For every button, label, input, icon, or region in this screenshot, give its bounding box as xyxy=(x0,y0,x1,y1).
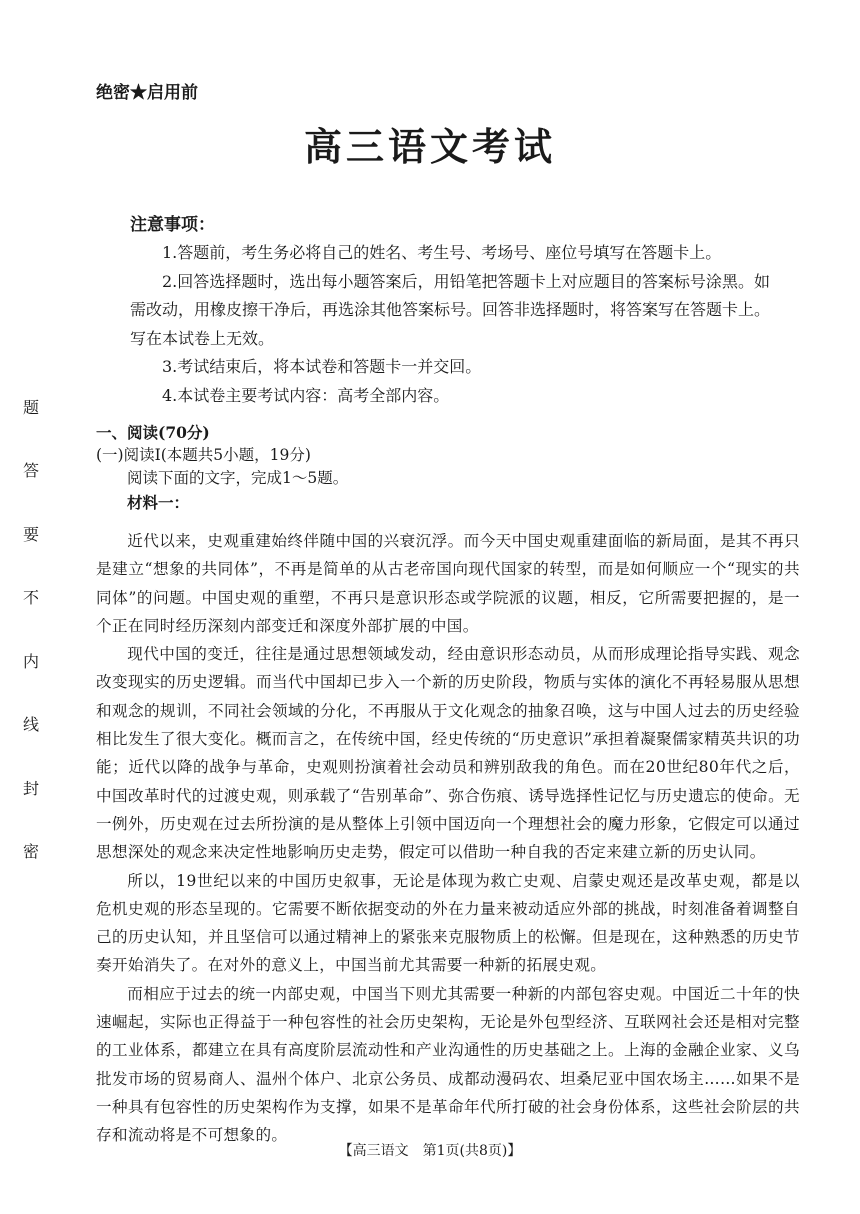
notice-block xyxy=(130,211,770,410)
page-title: 高三语文考试 xyxy=(303,124,556,169)
section-heading: 一、阅读(70分) xyxy=(96,423,210,442)
paragraph: 现代中国的变迁，往往是通过思想领域发动，经由意识形态动员，从而形成理论指导实践、观念改变现实的历史逻辑。而当代中国却已步入一个新的历史阶段，物质与实体的演化不再轻易服从思想和观念的规训，不同社会领域的分化，不再服从于文化观念的抽象召唤，这与中国人过去的历史经验相比发生了很大变化。概而言之，在传统中国，经史传统的“历史意识”承担着凝聚儒家精英共识的功能；近代以降的战争与革命，史观则扮演着社会动员和辨别敌我的角色。而在20世纪80年代之后，中国改革时代的过渡史观，则承载了“告别革命”、弥合伤痕、诱导选择性记忆与历史遗忘的使命。无一例外，历史观在过去所扮演的是从整体上引领中国迈向一个理想社会的魔力形象，它假定可以通过思想深处的观念来决定性地影响历史走势，假定可以借助一种自我的否定来建立新的历史认同。 xyxy=(96,645,800,862)
side-char: 题 xyxy=(22,398,39,417)
notice-item: 1.答题前，考生务必将自己的姓名、考生号、考场号、座位号填写在答题卡上。 xyxy=(162,243,722,262)
side-char: 内 xyxy=(22,651,39,671)
material-label: 材料一： xyxy=(127,492,190,512)
notice-item: 3.考试结束后，将本试卷和答题卡一并交回。 xyxy=(162,357,482,376)
paragraph: 近代以来，史观重建始终伴随中国的兴衰沉浮。而今天中国史观重建面临的新局面，是其不再只是建立“想象的共同体”，不再是简单的从古老帝国向现代国家的转型，而是如何顺应一个“现实的共同体”的问题。中国史观的重塑，不再只是意识形态或学院派的议题，相反，它所需要把握的，是一个正在同时经历深刻内部变迁和深度外部扩展的中国。 xyxy=(96,532,800,635)
paragraph: 而相应于过去的统一内部史观，中国当下则尤其需要一种新的内部包容史观。中国近二十年的快速崛起，实际也正得益于一种包容性的社会历史架构，无论是外包型经济、互联网社会还是相对完整的工业体系，都建立在具有高度阶层流动性和产业沟通性的历史基础之上。上海的金融企业家、义乌批发市场的贸易商人、温州个体户、北京公务员、成都动漫码农、坦桑尼亚中国农场主……如果不是一种具有包容性的历史架构作为支撑，如果不是革命年代所打破的社会身份体系，这些社会阶层的共存和流动将是不可想象的。 xyxy=(96,984,800,1145)
notice-item: 4.本试卷主要考试内容：高考全部内容。 xyxy=(162,385,450,405)
reading-material xyxy=(96,527,800,1150)
paragraph: 所以，19世纪以来的中国历史叙事，无论是体现为救亡史观、启蒙史观还是改革史观，都是以危机史观的形态呈现的。它需要不断依据变动的外在力量来被动适应外部的挑战，时刻准备着调整自己的历史认知，并且坚信可以通过精神上的紧张来克服物质上的松懈。但是现在，这种熟悉的历史节奏开始消失了。在对外的意义上，中国当前尤其需要一种新的拓展史观。 xyxy=(96,871,800,975)
side-char: 要 xyxy=(22,524,39,544)
secret-label: 绝密★启用前 xyxy=(96,83,198,103)
section-header xyxy=(96,421,796,514)
subsection-heading: (一)阅读Ⅰ(本题共5小题，19分) xyxy=(96,446,311,465)
side-char: 密 xyxy=(22,841,39,861)
side-char: 线 xyxy=(22,715,39,735)
notice-item: 2.回答选择题时，选出每小题答案后，用铅笔把答题卡上对应题目的答案标号涂黑。如需改动，用橡皮擦干净后，再选涂其他答案标号。回答非选择题时，将答案写在答题卡上。写在本试卷上无效。 xyxy=(130,271,771,348)
binding-margin-notice xyxy=(18,400,44,860)
side-char: 答 xyxy=(22,461,39,481)
page-footer: 【高三语文 第1页(共8页)】 xyxy=(338,1143,522,1159)
side-char: 不 xyxy=(22,588,39,608)
side-char: 封 xyxy=(22,778,39,798)
instruction: 阅读下面的文字，完成1～5题。 xyxy=(127,469,349,488)
notice-heading: 注意事项： xyxy=(130,215,215,235)
